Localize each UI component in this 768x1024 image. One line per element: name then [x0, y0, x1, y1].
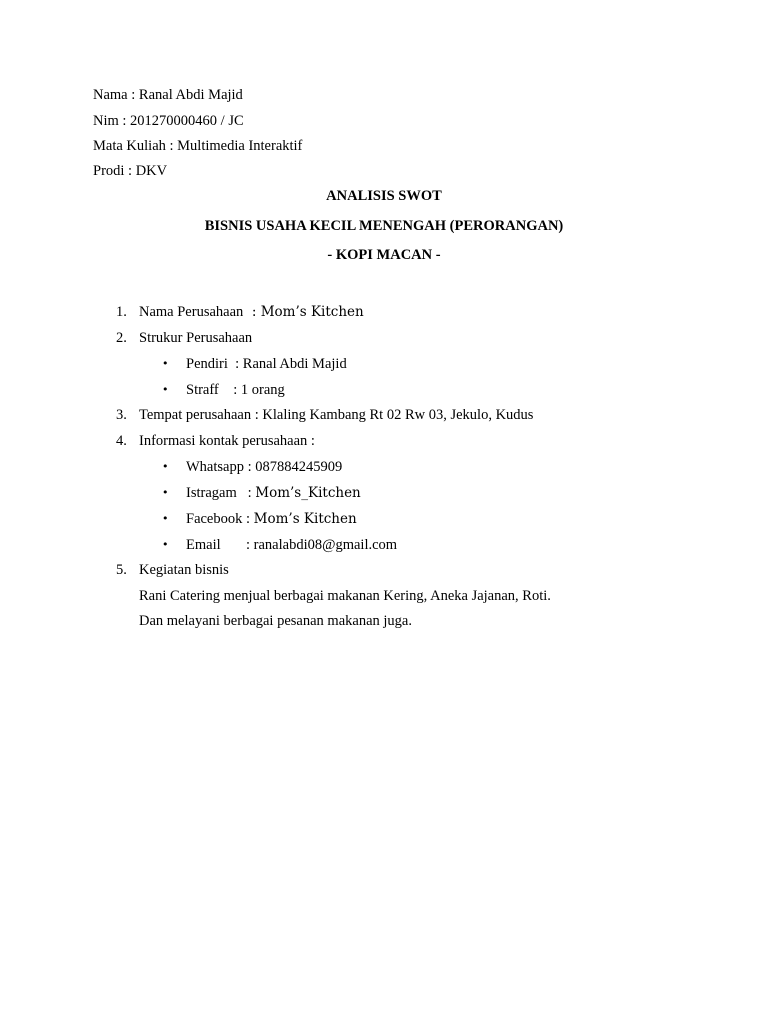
list-item-contact: Informasi kontak perusahaan : [139, 433, 315, 449]
list-item-company-name [139, 303, 364, 321]
bullet-icon: • [162, 538, 169, 551]
bullet-icon: • [162, 512, 169, 525]
bullet-icon: • [162, 460, 169, 473]
item-number: 1. [116, 304, 127, 320]
student-nim: Nim : 201270000460 / JC [93, 113, 244, 129]
list-item-location: Tempat perusahaan : Klaling Kambang Rt 02 Rw 03, Jekulo, Kudus [139, 407, 534, 423]
staff-line: Straff : 1 orang [186, 382, 285, 398]
item-number: 5. [116, 562, 127, 578]
instagram-line [186, 484, 361, 502]
course-name: Mata Kuliah : Multimedia Interaktif [93, 138, 303, 154]
instagram-label: Istragam : [186, 485, 256, 501]
bullet-icon: • [162, 383, 169, 396]
company-name-label: Nama Perusahaan [139, 304, 244, 320]
instagram-value: Mom’s_Kitchen [255, 485, 361, 501]
bullet-icon: • [162, 486, 169, 499]
company-name-value: : Mom’s Kitchen [243, 304, 364, 320]
activity-paragraph-1: Rani Catering menjual berbagai makanan Kering, Aneka Jajanan, Roti. [139, 588, 551, 604]
student-name: Nama : Ranal Abdi Majid [93, 87, 243, 103]
title-business: BISNIS USAHA KECIL MENENGAH (PERORANGAN) [204, 218, 564, 234]
item-number: 4. [116, 433, 127, 449]
bullet-icon: • [162, 357, 169, 370]
email-line: Email : ranalabdi08@gmail.com [186, 537, 398, 553]
activity-paragraph-2: Dan melayani berbagai pesanan makanan juga. [139, 613, 412, 629]
list-item-activity: Kegiatan bisnis [139, 562, 229, 578]
facebook-value: Mom’s Kitchen [253, 511, 357, 527]
facebook-line [186, 510, 357, 528]
item-number: 3. [116, 407, 127, 423]
list-item-structure: Strukur Perusahaan [139, 330, 253, 346]
facebook-label: Facebook : [186, 511, 254, 527]
item-number: 2. [116, 330, 127, 346]
whatsapp-line: Whatsapp : 087884245909 [186, 459, 343, 475]
title-swot: ANALISIS SWOT [326, 188, 442, 204]
title-brand: - KOPI MACAN - [327, 247, 441, 263]
founder-line: Pendiri : Ranal Abdi Majid [186, 356, 347, 372]
study-program: Prodi : DKV [93, 163, 168, 179]
